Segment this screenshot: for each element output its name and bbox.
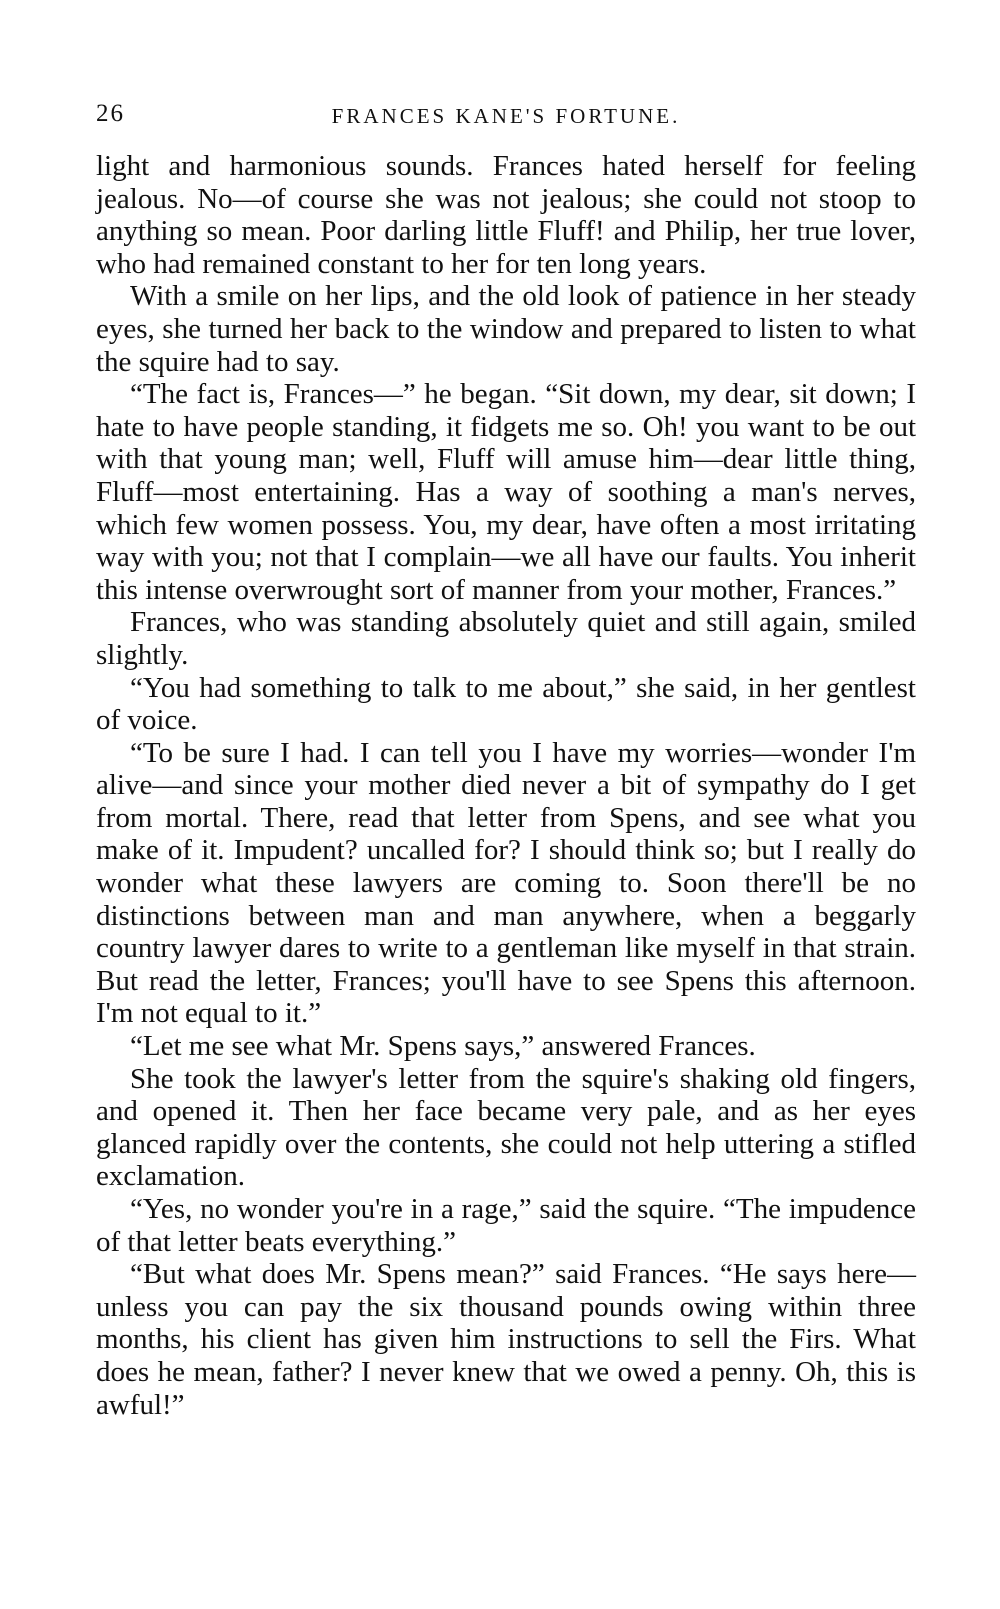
paragraph: light and harmonious sounds. Frances hated herself for feeling jealous. No—of course she was not jealous; she could not stoop to anything so mean. Poor darling little Fluff! and Philip, her true lover, who had remained constant to her for ten long years. — [96, 150, 916, 280]
paragraph: “Yes, no wonder you're in a rage,” said the squire. “The impudence of that letter beats everything.” — [96, 1193, 916, 1258]
paragraph: She took the lawyer's letter from the squire's shaking old fingers, and opened it. Then her face became very pale, and as her eyes glanced rapidly over the contents, she could not help uttering a stifled exclamation. — [96, 1062, 916, 1193]
page-header — [96, 100, 916, 140]
page-number: 26 — [96, 100, 125, 127]
running-title: FRANCES KANE'S FORTUNE. — [331, 104, 681, 128]
body-text — [96, 150, 916, 1421]
paragraph: “Let me see what Mr. Spens says,” answered Frances. — [130, 1030, 756, 1063]
paragraph: Frances, who was standing absolutely quiet and still again, smiled slightly. — [96, 606, 916, 671]
paragraph: “You had something to talk to me about,” she said, in her gentlest of voice. — [96, 671, 916, 737]
paragraph: “To be sure I had. I can tell you I have my worries—wonder I'm alive—and since your mother died never a bit of sympathy do I get from mortal. There, read that letter from Spens, and see what you make of it. Impudent? uncalled for? I should think so; but I really do wonder what these lawyers are coming to. Soon there'll be no distinctions between man and man anywhere, when a beggarly country lawyer dares to write to a gentleman like myself in that strain. But read the letter, Frances; you'll have to see Spens this afternoon. I'm not equal to it.” — [96, 736, 916, 1030]
paragraph: “But what does Mr. Spens mean?” said Frances. “He says here—unless you can pay the six thousand pounds owing within three months, his client has given him instructions to sell the Firs. What does he mean, father? I never knew that we owed a penny. Oh, this is awful!” — [96, 1258, 916, 1421]
paragraph: With a smile on her lips, and the old look of patience in her steady eyes, she turned her back to the window and prepared to listen to what the squire had to say. — [96, 280, 916, 378]
paragraph: “The fact is, Frances—” he began. “Sit down, my dear, sit down; I hate to have people standing, it fidgets me so. Oh! you want to be out with that young man; well, Fluff will amuse him—dear little thing, Fluff—most entertaining. Has a way of soothing a man's nerves, which few women possess. You, my dear, have often a most irritating way with you; not that I complain—we all have our faults. You inherit this intense overwrought sort of manner from your mother, Frances.” — [96, 378, 916, 606]
